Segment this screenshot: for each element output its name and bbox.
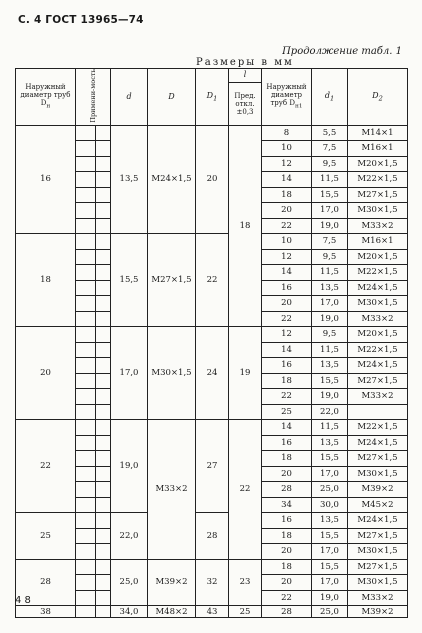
cell-outer-diameter-1: 22 bbox=[262, 311, 312, 327]
cell-application-b bbox=[96, 451, 111, 467]
cell-application-b bbox=[96, 404, 111, 420]
cell-D2: M20×1,5 bbox=[348, 327, 408, 343]
cell-application-a bbox=[76, 311, 96, 327]
cell-outer-diameter-1: 18 bbox=[262, 187, 312, 203]
cell-D2: M20×1,5 bbox=[348, 156, 408, 172]
cell-D2: M30×1,5 bbox=[348, 544, 408, 560]
cell-application-b bbox=[96, 435, 111, 451]
cell-d1: 19,0 bbox=[312, 218, 348, 234]
cell-application-b bbox=[96, 559, 111, 575]
cell-application-a bbox=[76, 513, 96, 529]
cell-D2: M39×2 bbox=[348, 482, 408, 498]
table-row bbox=[16, 513, 408, 529]
cell-d1: 15,5 bbox=[312, 187, 348, 203]
cell-application-a bbox=[76, 265, 96, 281]
cell-outer-diameter-1: 16 bbox=[262, 280, 312, 296]
cell-d1: 7,5 bbox=[312, 141, 348, 157]
cell-D: M33×2 bbox=[148, 420, 196, 560]
cell-l: 19 bbox=[229, 327, 262, 420]
cell-D2: M33×2 bbox=[348, 590, 408, 606]
cell-application-a bbox=[76, 373, 96, 389]
cell-application-b bbox=[96, 482, 111, 498]
cell-application-a bbox=[76, 528, 96, 544]
cell-d1: 7,5 bbox=[312, 234, 348, 250]
cell-d: 22,0 bbox=[111, 513, 148, 560]
cell-D: M48×2 bbox=[148, 606, 196, 618]
cell-outer-diameter: 38 bbox=[16, 606, 76, 618]
cell-application-b bbox=[96, 528, 111, 544]
cell-d1: 13,5 bbox=[312, 280, 348, 296]
cell-outer-diameter: 18 bbox=[16, 234, 76, 327]
cell-application-a bbox=[76, 141, 96, 157]
table-row bbox=[16, 234, 408, 250]
cell-outer-diameter-1: 22 bbox=[262, 218, 312, 234]
cell-outer-diameter-1: 20 bbox=[262, 544, 312, 560]
cell-d1: 13,5 bbox=[312, 358, 348, 374]
cell-application-a bbox=[76, 342, 96, 358]
cell-d1: 11,5 bbox=[312, 265, 348, 281]
cell-outer-diameter: 20 bbox=[16, 327, 76, 420]
col-d: d bbox=[111, 69, 148, 126]
cell-application-b bbox=[96, 358, 111, 374]
cell-application-a bbox=[76, 544, 96, 560]
cell-d1: 13,5 bbox=[312, 435, 348, 451]
table-continuation-note: Продолжение табл. 1 bbox=[282, 46, 402, 57]
col-l: l bbox=[229, 69, 262, 83]
cell-D2: M27×1,5 bbox=[348, 528, 408, 544]
cell-application-a bbox=[76, 296, 96, 312]
cell-outer-diameter-1: 10 bbox=[262, 234, 312, 250]
cell-d1: 25,0 bbox=[312, 606, 348, 618]
cell-application-b bbox=[96, 497, 111, 513]
cell-outer-diameter-1: 18 bbox=[262, 373, 312, 389]
cell-D2: M22×1,5 bbox=[348, 265, 408, 281]
page-header: С. 4 ГОСТ 13965—74 bbox=[18, 14, 144, 26]
cell-D2: M16×1 bbox=[348, 234, 408, 250]
cell-D1: 32 bbox=[196, 559, 229, 606]
cell-application-a bbox=[76, 187, 96, 203]
cell-d1: 15,5 bbox=[312, 559, 348, 575]
cell-application-b bbox=[96, 389, 111, 405]
cell-D1: 20 bbox=[196, 125, 229, 234]
cell-outer-diameter-1: 14 bbox=[262, 265, 312, 281]
cell-application-a bbox=[76, 482, 96, 498]
cell-application-b bbox=[96, 327, 111, 343]
cell-D2: M30×1,5 bbox=[348, 575, 408, 591]
cell-d: 15,5 bbox=[111, 234, 148, 327]
cell-D2 bbox=[348, 404, 408, 420]
cell-outer-diameter-1: 14 bbox=[262, 342, 312, 358]
cell-application-b bbox=[96, 373, 111, 389]
cell-application-b bbox=[96, 125, 111, 141]
page-number: 4 8 bbox=[15, 595, 31, 606]
cell-D: M24×1,5 bbox=[148, 125, 196, 234]
cell-D2: M30×1,5 bbox=[348, 203, 408, 219]
cell-outer-diameter-1: 18 bbox=[262, 451, 312, 467]
cell-application-b bbox=[96, 234, 111, 250]
table-row bbox=[16, 606, 408, 618]
table-row bbox=[16, 559, 408, 575]
cell-application-b bbox=[96, 311, 111, 327]
cell-application-a bbox=[76, 420, 96, 436]
col-outer-diameter: Наружный диаметр труб $D_н$ bbox=[16, 69, 76, 126]
cell-d1: 17,0 bbox=[312, 466, 348, 482]
cell-D2: M22×1,5 bbox=[348, 172, 408, 188]
col-d1: $d_1$ bbox=[312, 69, 348, 126]
cell-application-b bbox=[96, 156, 111, 172]
table-row bbox=[16, 125, 408, 141]
cell-application-b bbox=[96, 265, 111, 281]
cell-outer-diameter-1: 34 bbox=[262, 497, 312, 513]
cell-outer-diameter-1: 16 bbox=[262, 358, 312, 374]
cell-D2: M33×2 bbox=[348, 218, 408, 234]
cell-D: M39×2 bbox=[148, 559, 196, 606]
cell-l: 18 bbox=[229, 125, 262, 327]
cell-d1: 25,0 bbox=[312, 482, 348, 498]
cell-application-a bbox=[76, 249, 96, 265]
col-D: D bbox=[148, 69, 196, 126]
cell-outer-diameter-1: 8 bbox=[262, 125, 312, 141]
cell-application-b bbox=[96, 420, 111, 436]
cell-d1: 19,0 bbox=[312, 590, 348, 606]
cell-application-a bbox=[76, 404, 96, 420]
col-outer-diameter-1: Наружный диаметр труб $D_{н1}$ bbox=[262, 69, 312, 126]
cell-outer-diameter-1: 10 bbox=[262, 141, 312, 157]
cell-D2: M24×1,5 bbox=[348, 513, 408, 529]
cell-application-b bbox=[96, 513, 111, 529]
cell-application-b bbox=[96, 218, 111, 234]
cell-application-b bbox=[96, 280, 111, 296]
cell-D2: M22×1,5 bbox=[348, 342, 408, 358]
cell-d1: 11,5 bbox=[312, 420, 348, 436]
cell-d1: 19,0 bbox=[312, 311, 348, 327]
cell-d: 25,0 bbox=[111, 559, 148, 606]
cell-outer-diameter-1: 12 bbox=[262, 249, 312, 265]
cell-D1: 24 bbox=[196, 327, 229, 420]
cell-outer-diameter-1: 12 bbox=[262, 327, 312, 343]
cell-outer-diameter-1: 20 bbox=[262, 466, 312, 482]
cell-D2: M16×1 bbox=[348, 141, 408, 157]
cell-d1: 9,5 bbox=[312, 156, 348, 172]
cell-D2: M39×2 bbox=[348, 606, 408, 618]
cell-D2: M24×1,5 bbox=[348, 280, 408, 296]
cell-outer-diameter-1: 28 bbox=[262, 606, 312, 618]
cell-d: 17,0 bbox=[111, 327, 148, 420]
cell-outer-diameter-1: 28 bbox=[262, 482, 312, 498]
cell-application-a bbox=[76, 203, 96, 219]
cell-d1: 17,0 bbox=[312, 296, 348, 312]
cell-D1: 28 bbox=[196, 513, 229, 560]
cell-application-a bbox=[76, 172, 96, 188]
cell-application-b bbox=[96, 141, 111, 157]
table-row bbox=[16, 327, 408, 343]
cell-outer-diameter-1: 25 bbox=[262, 404, 312, 420]
cell-outer-diameter-1: 22 bbox=[262, 590, 312, 606]
cell-application-a bbox=[76, 497, 96, 513]
cell-d1: 15,5 bbox=[312, 528, 348, 544]
cell-D2: M30×1,5 bbox=[348, 466, 408, 482]
cell-l: 22 bbox=[229, 420, 262, 560]
col-application: Примени-мость bbox=[76, 69, 111, 126]
cell-d1: 15,5 bbox=[312, 373, 348, 389]
cell-outer-diameter: 16 bbox=[16, 125, 76, 234]
cell-outer-diameter-1: 18 bbox=[262, 528, 312, 544]
cell-D2: M24×1,5 bbox=[348, 435, 408, 451]
cell-application-a bbox=[76, 389, 96, 405]
cell-outer-diameter: 25 bbox=[16, 513, 76, 560]
cell-outer-diameter-1: 14 bbox=[262, 420, 312, 436]
cell-D2: M33×2 bbox=[348, 389, 408, 405]
cell-application-b bbox=[96, 203, 111, 219]
cell-outer-diameter-1: 14 bbox=[262, 172, 312, 188]
cell-D2: M27×1,5 bbox=[348, 373, 408, 389]
cell-application-a bbox=[76, 590, 96, 606]
cell-D2: M14×1 bbox=[348, 125, 408, 141]
cell-d1: 19,0 bbox=[312, 389, 348, 405]
cell-application-b bbox=[96, 466, 111, 482]
cell-outer-diameter-1: 20 bbox=[262, 296, 312, 312]
cell-d: 34,0 bbox=[111, 606, 148, 618]
cell-d1: 30,0 bbox=[312, 497, 348, 513]
cell-application-a bbox=[76, 435, 96, 451]
cell-outer-diameter: 28 bbox=[16, 559, 76, 606]
cell-outer-diameter: 22 bbox=[16, 420, 76, 513]
cell-application-a bbox=[76, 125, 96, 141]
cell-outer-diameter-1: 20 bbox=[262, 203, 312, 219]
cell-d: 19,0 bbox=[111, 420, 148, 513]
cell-D2: M33×2 bbox=[348, 311, 408, 327]
cell-application-a bbox=[76, 466, 96, 482]
cell-application-a bbox=[76, 218, 96, 234]
cell-application-a bbox=[76, 156, 96, 172]
cell-application-b bbox=[96, 544, 111, 560]
cell-d1: 13,5 bbox=[312, 513, 348, 529]
cell-d1: 11,5 bbox=[312, 342, 348, 358]
cell-l: 23 bbox=[229, 559, 262, 606]
cell-D2: M22×1,5 bbox=[348, 420, 408, 436]
cell-d1: 17,0 bbox=[312, 544, 348, 560]
cell-D2: M45×2 bbox=[348, 497, 408, 513]
col-D1: $D_1$ bbox=[196, 69, 229, 126]
cell-D: M30×1,5 bbox=[148, 327, 196, 420]
cell-outer-diameter-1: 16 bbox=[262, 435, 312, 451]
cell-outer-diameter-1: 22 bbox=[262, 389, 312, 405]
cell-application-a bbox=[76, 451, 96, 467]
cell-d1: 9,5 bbox=[312, 249, 348, 265]
cell-application-b bbox=[96, 342, 111, 358]
cell-D: M27×1,5 bbox=[148, 234, 196, 327]
cell-D2: M30×1,5 bbox=[348, 296, 408, 312]
cell-D2: M27×1,5 bbox=[348, 451, 408, 467]
cell-outer-diameter-1: 12 bbox=[262, 156, 312, 172]
cell-D1: 43 bbox=[196, 606, 229, 618]
cell-application-b bbox=[96, 187, 111, 203]
cell-d1: 22,0 bbox=[312, 404, 348, 420]
cell-application-a bbox=[76, 559, 96, 575]
cell-d: 13,5 bbox=[111, 125, 148, 234]
dimensions-caption: Размеры в мм bbox=[196, 57, 294, 68]
cell-d1: 9,5 bbox=[312, 327, 348, 343]
cell-application-a bbox=[76, 280, 96, 296]
cell-application-a bbox=[76, 234, 96, 250]
cell-outer-diameter-1: 16 bbox=[262, 513, 312, 529]
table-row bbox=[16, 420, 408, 436]
cell-D1: 22 bbox=[196, 234, 229, 327]
cell-application-a bbox=[76, 575, 96, 591]
cell-D2: M27×1,5 bbox=[348, 187, 408, 203]
cell-d1: 17,0 bbox=[312, 203, 348, 219]
cell-d1: 17,0 bbox=[312, 575, 348, 591]
dimensions-table bbox=[15, 68, 408, 618]
cell-d1: 15,5 bbox=[312, 451, 348, 467]
col-l-tolerance: Пред. откл. ±0,3 bbox=[229, 82, 262, 125]
table-body bbox=[16, 125, 408, 618]
cell-D1: 27 bbox=[196, 420, 229, 513]
cell-d1: 11,5 bbox=[312, 172, 348, 188]
cell-outer-diameter-1: 18 bbox=[262, 559, 312, 575]
cell-D2: M27×1,5 bbox=[348, 559, 408, 575]
cell-application-b bbox=[96, 296, 111, 312]
cell-outer-diameter-1: 20 bbox=[262, 575, 312, 591]
cell-application-a bbox=[76, 358, 96, 374]
cell-application-b bbox=[96, 606, 111, 618]
col-D2: $D_2$ bbox=[348, 69, 408, 126]
cell-l: 25 bbox=[229, 606, 262, 618]
cell-application-b bbox=[96, 590, 111, 606]
cell-application-b bbox=[96, 575, 111, 591]
cell-d1: 5,5 bbox=[312, 125, 348, 141]
cell-D2: M24×1,5 bbox=[348, 358, 408, 374]
cell-application-b bbox=[96, 172, 111, 188]
cell-application-a bbox=[76, 606, 96, 618]
cell-application-b bbox=[96, 249, 111, 265]
cell-application-a bbox=[76, 327, 96, 343]
cell-D2: M20×1,5 bbox=[348, 249, 408, 265]
